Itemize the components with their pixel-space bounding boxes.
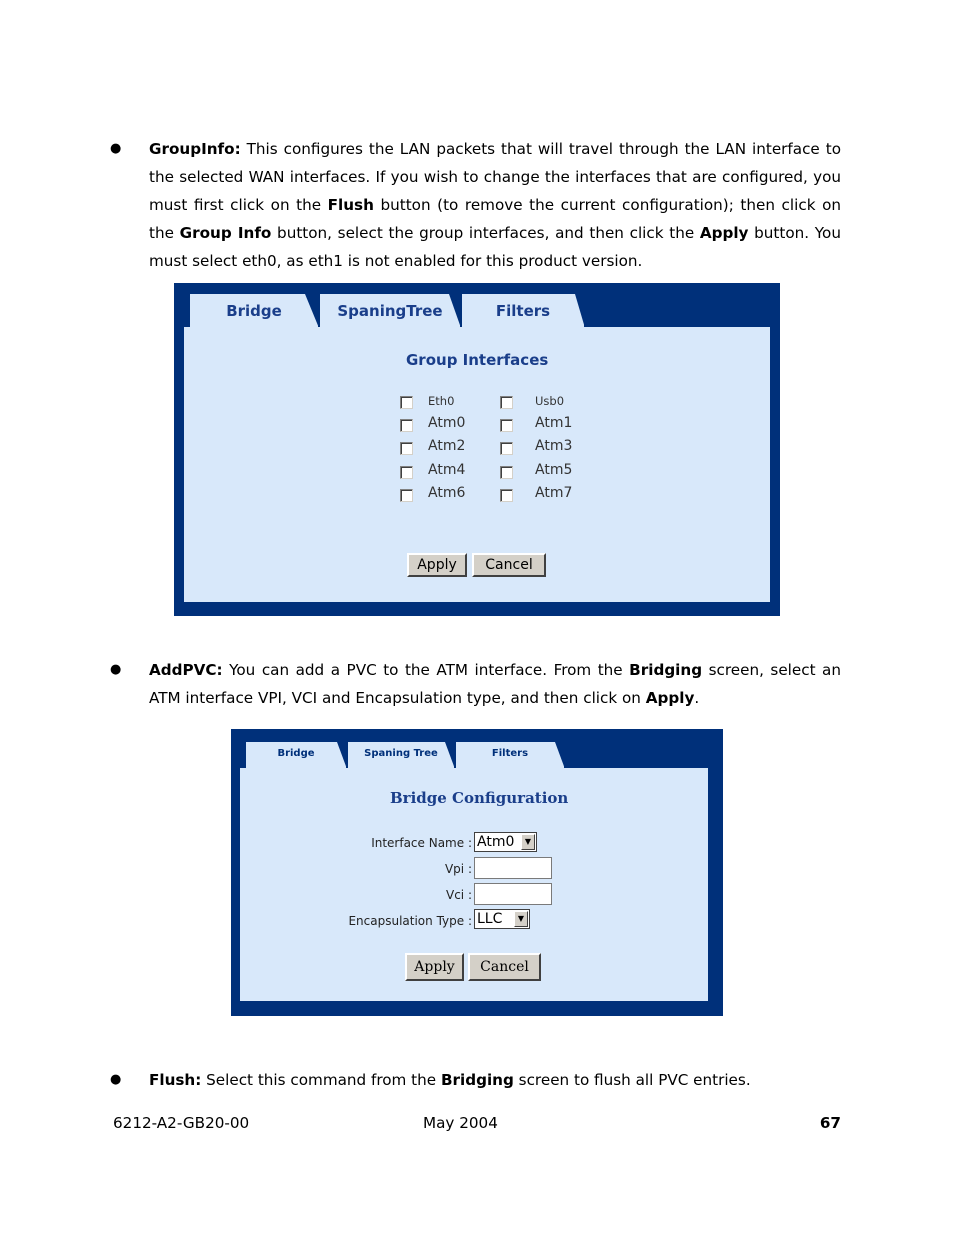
bullet-groupinfo: ● xyxy=(110,141,122,156)
checkbox-label: Atm4 xyxy=(428,462,466,478)
tab-bridge[interactable]: Bridge xyxy=(190,294,318,328)
cancel-button[interactable]: Cancel xyxy=(468,953,541,981)
checkbox-label: Eth0 xyxy=(428,394,455,408)
vpi-input[interactable] xyxy=(474,857,552,879)
checkbox-label: Atm2 xyxy=(428,438,466,454)
addpvc-paragraph: AddPVC: You can add a PVC to the ATM interface. From the Bridging screen, select an ATM interface VPI, VCI and Encapsulation type, and then click on Apply. xyxy=(149,661,841,707)
tab-spaningtree[interactable]: SpaningTree xyxy=(320,294,460,328)
bullet-flush: ● xyxy=(110,1072,122,1087)
footer-page-number: 67 xyxy=(819,1114,841,1132)
term: GroupInfo: xyxy=(149,140,241,158)
checkbox-left-1[interactable] xyxy=(400,419,413,432)
flush-paragraph: Flush: Select this command from the Bridging screen to flush all PVC entries. xyxy=(149,1071,751,1089)
footer-date: May 2004 xyxy=(423,1114,498,1132)
bullet-addpvc: ● xyxy=(110,662,122,677)
checkbox-right-3[interactable] xyxy=(500,466,513,479)
group-interfaces-screenshot xyxy=(174,283,780,616)
checkbox-right-2[interactable] xyxy=(500,442,513,455)
checkbox-left-3[interactable] xyxy=(400,466,413,479)
checkbox-right-4[interactable] xyxy=(500,489,513,502)
encapsulation-type-label: Encapsulation Type : xyxy=(348,914,472,928)
tab-bridge[interactable]: Bridge xyxy=(246,742,346,769)
checkbox-label: Atm1 xyxy=(535,415,573,431)
chevron-down-icon: ▼ xyxy=(521,834,535,850)
tab-spaning-tree[interactable]: Spaning Tree xyxy=(348,742,454,769)
bridge-configuration-screenshot xyxy=(231,729,723,1016)
apply-button[interactable]: Apply xyxy=(407,553,467,577)
vci-input[interactable] xyxy=(474,883,552,905)
group-interfaces-title: Group Interfaces xyxy=(406,351,549,369)
checkbox-left-2[interactable] xyxy=(400,442,413,455)
checkbox-left-0[interactable] xyxy=(400,396,413,409)
bridge-configuration-title: Bridge Configuration xyxy=(390,789,569,807)
checkbox-right-1[interactable] xyxy=(500,419,513,432)
checkbox-label: Usb0 xyxy=(535,394,565,408)
interface-name-label: Interface Name : xyxy=(371,836,472,850)
apply-button[interactable]: Apply xyxy=(405,953,464,981)
vci-label: Vci : xyxy=(446,888,472,902)
checkbox-label: Atm7 xyxy=(535,485,573,501)
checkbox-label: Atm5 xyxy=(535,462,573,478)
checkbox-left-4[interactable] xyxy=(400,489,413,502)
footer-doc-number: 6212-A2-GB20-00 xyxy=(113,1114,250,1132)
checkbox-right-0[interactable] xyxy=(500,396,513,409)
tab-filters[interactable]: Filters xyxy=(456,742,564,769)
checkbox-label: Atm6 xyxy=(428,485,466,501)
checkbox-label: Atm0 xyxy=(428,415,466,431)
groupinfo-paragraph: GroupInfo: This configures the LAN packets that will travel through the LAN interface to the selected WAN interfaces. If you wish to change the interfaces that are configured, you must first click on the Flush button (to remove the current configuration); then click on the Group Info button, select the group interfaces, and then click the Apply button. You must select eth0, as eth1 is not enabled for this product version. xyxy=(149,140,841,270)
interface-name-select[interactable]: Atm0 ▼ xyxy=(474,832,537,852)
checkbox-label: Atm3 xyxy=(535,438,573,454)
vpi-label: Vpi : xyxy=(444,862,472,876)
cancel-button[interactable]: Cancel xyxy=(472,553,546,577)
tab-filters[interactable]: Filters xyxy=(462,294,584,328)
chevron-down-icon: ▼ xyxy=(514,911,528,927)
encapsulation-type-select[interactable]: LLC ▼ xyxy=(474,909,530,929)
